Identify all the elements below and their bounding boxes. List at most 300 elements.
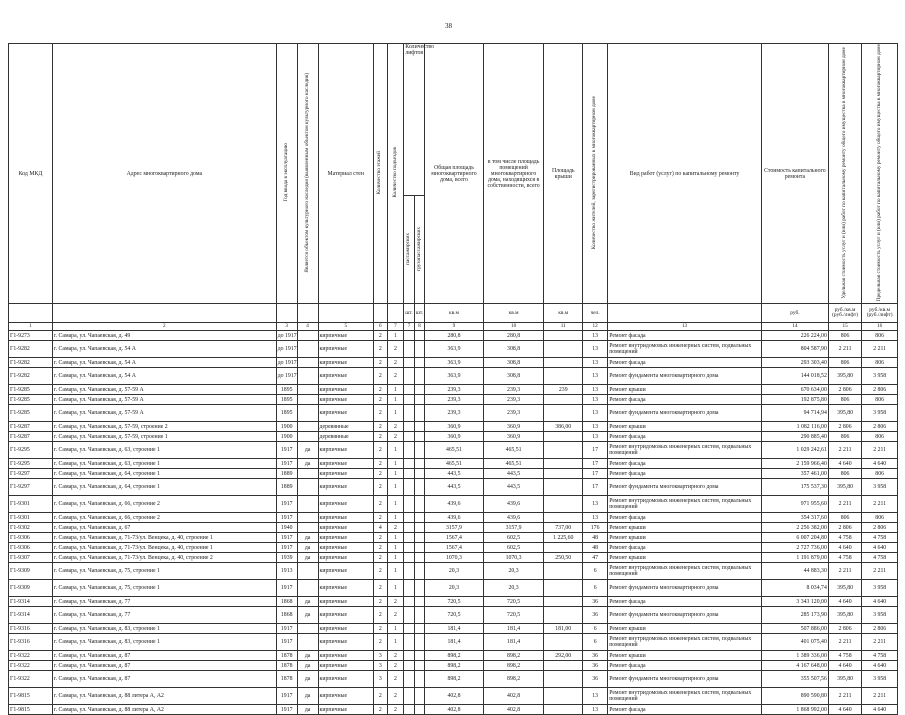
cell-premises-area: 602,5 [483,533,544,543]
column-number: 16 [862,323,898,331]
cell-max-cost: 2 806 [862,422,898,432]
cell-cost: 2 256 382,00 [761,523,828,533]
cell-heritage: да [297,705,318,715]
cell-elevators-freight [414,597,424,607]
cell-work-type: Ремонт фундамента многоквартирного дома [608,405,762,422]
cell-wall-material: кирпичные [318,563,373,580]
cell-entrances: 1 [387,459,404,469]
cell-heritage: да [297,442,318,459]
cell-mkd-code: Г1-9285 [9,405,53,422]
cell-address: г. Самара, ул. Чапаевская, д. 77 [52,597,276,607]
cell-elevators-pass [404,422,414,432]
cell-unit-cost: 4 758 [828,553,861,563]
cell-mkd-code: Г1-9302 [9,523,53,533]
cell-roof-area: 386,00 [544,422,583,432]
table-row [9,341,898,358]
cell-work-type: Ремонт фасада [608,705,762,715]
cell-work-type: Ремонт крыши [608,385,762,395]
cell-entrances: 2 [387,597,404,607]
cell-max-cost: 2 211 [862,442,898,459]
cell-wall-material: кирпичные [318,705,373,715]
cell-address: г. Самара, ул. Чапаевская, д. 66, строение 2 [52,513,276,523]
cell-wall-material: кирпичные [318,395,373,405]
cell-unit-cost: 2 211 [828,496,861,513]
cell-heritage [297,523,318,533]
cell-premises-area: 3157,9 [483,523,544,533]
cell-heritage: да [297,607,318,624]
cell-elevators-pass [404,688,414,705]
cell-mkd-code: Г1-9309 [9,580,53,597]
cell-unit-cost: 806 [828,513,861,523]
cell-address: г. Самара, ул. Чапаевская, д. 87 [52,661,276,671]
cell-elevators-freight [414,671,424,688]
cell-address: г. Самара, ул. Чапаевская, д. 64, строение 1 [52,469,276,479]
cell-heritage [297,634,318,651]
cell-cost: 175 537,30 [761,479,828,496]
cell-total-area: 3157,9 [425,523,484,533]
header-residents: Количество жителей, зарегистрированных в многоквартирном доме [591,96,598,250]
header-roof-area: Площадь крыши [544,44,583,304]
cell-heritage [297,422,318,432]
cell-cost: 192 875,80 [761,395,828,405]
cell-residents: 17 [583,442,608,459]
cell-work-type: Ремонт фасада [608,358,762,368]
cell-wall-material: кирпичные [318,331,373,341]
table-row [9,553,898,563]
cell-total-area: 439,6 [425,496,484,513]
cell-mkd-code: Г1-9306 [9,533,53,543]
cell-elevators-freight [414,405,424,422]
table-row [9,634,898,651]
column-number: 10 [483,323,544,331]
table-row [9,459,898,469]
column-number: 7 [387,323,404,331]
cell-total-area: 360,9 [425,422,484,432]
cell-elevators-freight [414,432,424,442]
cell-roof-area [544,368,583,385]
cell-elevators-pass [404,580,414,597]
header-floors: Количество этажей [376,150,383,195]
cell-wall-material: кирпичные [318,651,373,661]
cell-unit-cost: 395,80 [828,607,861,624]
cell-roof-area [544,395,583,405]
cell-unit-cost: 395,80 [828,405,861,422]
header-unit-cost: Удельная стоимость услуг и (или) работ по капитальному ремонту общего имущества в многоквартирном доме [841,46,848,299]
cell-max-cost: 2 806 [862,385,898,395]
cell-unit-cost: 2 211 [828,688,861,705]
table-row [9,580,898,597]
cell-entrances: 2 [387,341,404,358]
cell-address: г. Самара, ул. Чапаевская, д. 87 [52,651,276,661]
cell-floors: 2 [373,607,387,624]
cell-heritage [297,469,318,479]
cell-premises-area: 20,3 [483,580,544,597]
cell-elevators-pass [404,634,414,651]
cell-max-cost: 4 640 [862,661,898,671]
cell-mkd-code: Г1-9815 [9,688,53,705]
cell-total-area: 402,8 [425,705,484,715]
cell-residents: 48 [583,543,608,553]
cell-year-built: 1895 [276,385,297,395]
cell-premises-area: 360,9 [483,422,544,432]
cell-entrances: 2 [387,368,404,385]
cell-entrances: 1 [387,580,404,597]
cell-heritage [297,580,318,597]
cell-year-built: до 1917 [276,331,297,341]
cell-heritage: да [297,651,318,661]
cell-elevators-freight [414,688,424,705]
cell-total-area: 1070,3 [425,553,484,563]
cell-work-type: Ремонт крыши [608,553,762,563]
cell-work-type: Ремонт фундамента многоквартирного дома [608,671,762,688]
cell-year-built: 1878 [276,671,297,688]
cell-unit-cost: 2 806 [828,385,861,395]
cell-premises-area: 308,8 [483,368,544,385]
cell-year-built: 1917 [276,624,297,634]
cell-roof-area [544,661,583,671]
cell-cost: 890 590,80 [761,688,828,705]
cell-elevators-freight [414,533,424,543]
unit-unit-cost: руб./кв.м (руб./лифт) [828,304,861,323]
table-row [9,385,898,395]
cell-year-built: 1913 [276,563,297,580]
cell-address: г. Самара, ул. Чапаевская, д. 54 А [52,368,276,385]
cell-wall-material: кирпичные [318,533,373,543]
cell-elevators-pass [404,651,414,661]
cell-address: г. Самара, ул. Чапаевская, д. 63, строение 1 [52,442,276,459]
cell-mkd-code: Г1-9285 [9,395,53,405]
cell-floors: 2 [373,341,387,358]
cell-mkd-code: Г1-9282 [9,368,53,385]
cell-entrances: 1 [387,513,404,523]
cell-floors: 2 [373,634,387,651]
cell-elevators-freight [414,543,424,553]
cell-floors: 3 [373,661,387,671]
cell-mkd-code: Г1-9322 [9,651,53,661]
cell-elevators-pass [404,553,414,563]
cell-floors: 3 [373,671,387,688]
cell-premises-area: 602,5 [483,543,544,553]
cell-max-cost: 2 806 [862,523,898,533]
cell-year-built: 1868 [276,607,297,624]
cell-premises-area: 898,2 [483,651,544,661]
cell-cost: 6 007 204,80 [761,533,828,543]
cell-residents: 176 [583,523,608,533]
cell-floors: 3 [373,651,387,661]
table-row [9,523,898,533]
cell-year-built: до 1917 [276,341,297,358]
cell-roof-area [544,331,583,341]
cell-residents: 36 [583,671,608,688]
cell-roof-area: 737,00 [544,523,583,533]
cell-elevators-pass [404,563,414,580]
cell-total-area: 465,51 [425,442,484,459]
cell-premises-area: 720,5 [483,597,544,607]
cell-entrances: 1 [387,385,404,395]
cell-roof-area [544,479,583,496]
cell-premises-area: 20,3 [483,563,544,580]
cell-total-area: 20,3 [425,580,484,597]
cell-elevators-freight [414,459,424,469]
table-row [9,661,898,671]
cell-elevators-freight [414,705,424,715]
cell-elevators-freight [414,496,424,513]
cell-elevators-pass [404,341,414,358]
cell-entrances: 1 [387,624,404,634]
cell-roof-area [544,607,583,624]
cell-wall-material: кирпичные [318,479,373,496]
cell-max-cost: 806 [862,395,898,405]
cell-year-built: до 1917 [276,358,297,368]
cell-unit-cost: 395,80 [828,671,861,688]
column-number: 3 [276,323,297,331]
cell-unit-cost: 4 640 [828,705,861,715]
cell-roof-area: 239 [544,385,583,395]
cell-wall-material: кирпичные [318,553,373,563]
cell-wall-material: кирпичные [318,688,373,705]
cell-total-area: 443,5 [425,469,484,479]
cell-work-type: Ремонт фасада [608,459,762,469]
cell-premises-area: 439,6 [483,496,544,513]
cell-floors: 2 [373,496,387,513]
unit-roof-area: кв.м [544,304,583,323]
cell-max-cost: 4 758 [862,651,898,661]
cell-address: г. Самара, ул. Чапаевская, д. 57-59 А [52,385,276,395]
cell-address: г. Самара, ул. Чапаевская, д. 54 А [52,358,276,368]
cell-roof-area: 292,00 [544,651,583,661]
cell-premises-area: 308,8 [483,358,544,368]
cell-floors: 2 [373,580,387,597]
cell-elevators-freight [414,607,424,624]
cell-work-type: Ремонт внутридомовых инженерных систем, подвальных помещений [608,688,762,705]
header-elev-pass: пассажирских [405,232,412,265]
cell-elevators-pass [404,368,414,385]
header-entrances: Количество подъездов [391,147,398,198]
cell-residents: 13 [583,358,608,368]
cell-residents: 36 [583,597,608,607]
cell-entrances: 2 [387,661,404,671]
cell-address: г. Самара, ул. Чапаевская, д. 87 [52,671,276,688]
cell-wall-material: кирпичные [318,607,373,624]
cell-year-built: до 1917 [276,368,297,385]
cell-mkd-code: Г1-9301 [9,496,53,513]
cell-floors: 2 [373,405,387,422]
cell-cost: 401 075,40 [761,634,828,651]
cell-roof-area [544,358,583,368]
cell-residents: 36 [583,661,608,671]
cell-heritage [297,385,318,395]
cell-mkd-code: Г1-9301 [9,513,53,523]
cell-elevators-freight [414,651,424,661]
cell-residents: 6 [583,634,608,651]
cell-heritage: да [297,661,318,671]
cell-total-area: 280,8 [425,331,484,341]
cell-roof-area [544,563,583,580]
column-number: 14 [761,323,828,331]
cell-cost: 226 224,00 [761,331,828,341]
cell-total-area: 181,4 [425,634,484,651]
column-number: 12 [583,323,608,331]
cell-residents: 13 [583,395,608,405]
cell-elevators-freight [414,442,424,459]
cell-year-built: 1878 [276,651,297,661]
column-number: 1 [9,323,53,331]
header-elevators: Количество лифтов [404,44,425,196]
cell-heritage: да [297,688,318,705]
cell-floors: 2 [373,479,387,496]
cell-address: г. Самара, ул. Чапаевская, д. 57-59 А [52,395,276,405]
cell-residents: 6 [583,580,608,597]
cell-elevators-freight [414,422,424,432]
cell-max-cost: 806 [862,358,898,368]
cell-cost: 2 159 966,40 [761,459,828,469]
cell-year-built: 1917 [276,688,297,705]
cell-max-cost: 4 640 [862,705,898,715]
cell-cost: 144 018,52 [761,368,828,385]
cell-elevators-freight [414,661,424,671]
cell-roof-area [544,496,583,513]
cell-unit-cost: 4 640 [828,661,861,671]
cell-elevators-freight [414,479,424,496]
cell-elevators-pass [404,358,414,368]
cell-work-type: Ремонт фасада [608,469,762,479]
cell-roof-area [544,543,583,553]
cell-mkd-code: Г1-9316 [9,634,53,651]
cell-heritage: да [297,671,318,688]
cell-heritage [297,563,318,580]
cell-roof-area [544,671,583,688]
cell-floors: 2 [373,385,387,395]
cell-heritage: да [297,533,318,543]
cell-elevators-pass [404,705,414,715]
cell-premises-area: 181,4 [483,634,544,651]
cell-work-type: Ремонт фундамента многоквартирного дома [608,607,762,624]
cell-heritage [297,496,318,513]
cell-roof-area [544,341,583,358]
cell-elevators-freight [414,624,424,634]
cell-elevators-pass [404,395,414,405]
cell-address: г. Самара, ул. Чапаевская, д. 71-73/ул. Венцека, д. 40, строение 2 [52,553,276,563]
cell-elevators-freight [414,368,424,385]
cell-unit-cost: 2 211 [828,563,861,580]
cell-elevators-freight [414,553,424,563]
cell-roof-area: 1 225,60 [544,533,583,543]
cell-elevators-pass [404,479,414,496]
cell-elevators-pass [404,624,414,634]
cell-max-cost: 806 [862,513,898,523]
cell-residents: 13 [583,705,608,715]
cell-year-built: 1917 [276,513,297,523]
cell-max-cost: 4 758 [862,553,898,563]
cell-max-cost: 2 211 [862,688,898,705]
cell-address: г. Самара, ул. Чапаевская, д. 75, строение 1 [52,580,276,597]
cell-elevators-freight [414,634,424,651]
cell-max-cost: 4 640 [862,597,898,607]
cell-mkd-code: Г1-9297 [9,469,53,479]
page-number: 38 [445,22,452,30]
cell-max-cost: 3 958 [862,479,898,496]
cell-mkd-code: Г1-9287 [9,432,53,442]
cell-mkd-code: Г1-9306 [9,543,53,553]
table-row [9,358,898,368]
cell-elevators-pass [404,405,414,422]
cell-year-built: 1878 [276,661,297,671]
cell-cost: 285 173,90 [761,607,828,624]
cell-max-cost: 3 958 [862,405,898,422]
cell-max-cost: 4 640 [862,543,898,553]
header-cost: Стоимость капитального ремонта [761,44,828,304]
unit-elev-pass: шт. [404,304,414,323]
cell-address: г. Самара, ул. Чапаевская, д. 67 [52,523,276,533]
cell-mkd-code: Г1-9309 [9,563,53,580]
cell-elevators-pass [404,533,414,543]
cell-cost: 1 082 116,00 [761,422,828,432]
cell-entrances: 1 [387,533,404,543]
cell-unit-cost: 4 640 [828,459,861,469]
cell-premises-area: 402,8 [483,688,544,705]
cell-total-area: 239,3 [425,405,484,422]
header-material: Материал стен [318,44,373,304]
cell-residents: 13 [583,422,608,432]
cell-unit-cost: 2 806 [828,422,861,432]
cell-elevators-freight [414,331,424,341]
cell-roof-area [544,442,583,459]
cell-total-area: 465,51 [425,459,484,469]
cell-mkd-code: Г1-9314 [9,597,53,607]
table-row [9,705,898,715]
cell-premises-area: 308,8 [483,341,544,358]
cell-total-area: 20,3 [425,563,484,580]
cell-max-cost: 3 958 [862,671,898,688]
cell-total-area: 1567,4 [425,543,484,553]
table-row [9,422,898,432]
cell-year-built: 1895 [276,395,297,405]
cell-entrances: 1 [387,634,404,651]
cell-roof-area: 250,50 [544,553,583,563]
cell-residents: 36 [583,607,608,624]
cell-address: г. Самара, ул. Чапаевская, д. 57-59, строение 1 [52,432,276,442]
cell-residents: 17 [583,479,608,496]
cell-mkd-code: Г1-9287 [9,422,53,432]
header-total-area: Общая площадь многоквартирного дома, всего [425,44,484,304]
cell-mkd-code: Г1-9815 [9,705,53,715]
cell-work-type: Ремонт фасада [608,395,762,405]
cell-entrances: 1 [387,395,404,405]
cell-elevators-pass [404,513,414,523]
cell-premises-area: 439,6 [483,513,544,523]
cell-wall-material: кирпичные [318,405,373,422]
cell-total-area: 239,3 [425,395,484,405]
cell-roof-area [544,580,583,597]
cell-cost: 4 167 648,00 [761,661,828,671]
cell-unit-cost: 395,80 [828,368,861,385]
cell-premises-area: 898,2 [483,661,544,671]
cell-roof-area [544,634,583,651]
cell-entrances: 1 [387,331,404,341]
cell-work-type: Ремонт крыши [608,533,762,543]
cell-cost: 1 029 242,61 [761,442,828,459]
cell-residents: 13 [583,385,608,395]
cell-heritage: да [297,597,318,607]
cell-total-area: 443,5 [425,479,484,496]
cell-address: г. Самара, ул. Чапаевская, д. 88 литера А, А2 [52,688,276,705]
cell-heritage [297,479,318,496]
cell-roof-area [544,705,583,715]
cell-address: г. Самара, ул. Чапаевская, д. 54 А [52,341,276,358]
cell-total-area: 181,4 [425,624,484,634]
cell-floors: 2 [373,331,387,341]
cell-address: г. Самара, ул. Чапаевская, д. 88 литера А, А2 [52,705,276,715]
